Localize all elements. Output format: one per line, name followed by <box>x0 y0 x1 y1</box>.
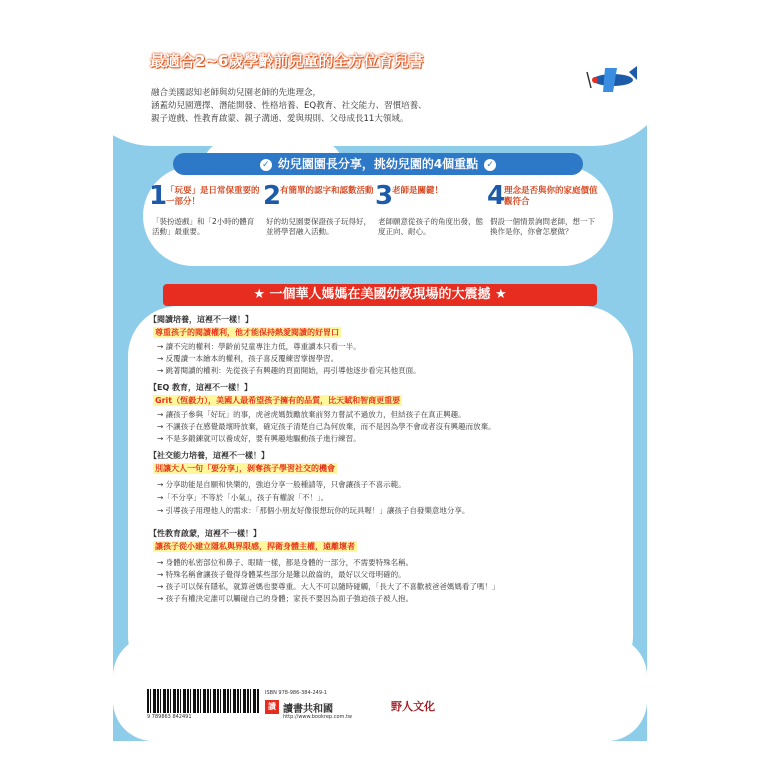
check-icon: ✓ <box>484 159 496 171</box>
point-number: 2 <box>263 181 282 211</box>
point-number: 3 <box>375 181 394 211</box>
airplane-icon <box>583 58 643 98</box>
point-desc: 「裝扮遊戲」和「2小時的體育活動」最重要。 <box>152 217 255 236</box>
intro-line: 涵蓋幼兒園選擇、潛能開發、性格培養、EQ教育、社交能力、習慣培養、 <box>151 101 427 111</box>
section-heading: 【社交能力培養，這裡不一樣！】 <box>149 451 269 460</box>
barcode-number: 9 789863 842491 <box>147 714 192 720</box>
isbn-line: ISBN 978-986-384-249-1 <box>265 690 327 696</box>
main-banner: ★ 一個華人媽媽在美國幼教現場的大震撼 ★ <box>163 284 597 306</box>
section-item: → 孩子可以保有隱私，就算爸媽也要尊重。大人不可以隨時碰觸，「長大了不喜歡被爸爸媽媽看了嗎！」 <box>157 582 500 591</box>
points-banner-label: 幼兒園園長分享，挑幼兒園的4個重點 <box>277 157 479 171</box>
point-number: 4 <box>487 181 506 211</box>
check-icon: ✓ <box>260 159 272 171</box>
point-number: 1 <box>149 181 168 211</box>
publisher-strip <box>143 686 593 722</box>
headline: 最適合2~6歲學齡前兒童的全方位育兒書 <box>150 52 424 70</box>
section-item: → 不是多鍛鍊就可以養成好，要有興趣地驅動孩子進行練習。 <box>157 434 361 443</box>
section-item: → 特殊名稱會讓孩子覺得身體某些部分是難以啟齒的，最好以父母明確的。 <box>157 570 406 579</box>
point-title: 老師是關鍵！ <box>392 186 444 196</box>
section-item: → 反覆讀一本繪本的權利，孩子喜反覆練習掌握學習。 <box>157 354 339 363</box>
section-subheading: 別讓大人一句「要分享」，剝奪孩子學習社交的機會 <box>155 464 335 473</box>
section-item: → 不讓孩子在感覺最壞時放棄，確定孩子清楚自己為何放棄，而不是因為學不會或者沒有興趣而放棄。 <box>157 422 496 431</box>
section-subheading: 讓孩子從小建立隱私與界限感，捍衛身體主權，遠離壞者 <box>155 542 355 551</box>
section-subheading: 尊重孩子的閱讀權利，他才能保持熱愛閱讀的好胃口 <box>155 328 339 337</box>
section-heading: 【EQ 教育，這裡不一樣！】 <box>149 383 253 392</box>
section-heading: 【性教育啟蒙，這裡不一樣！】 <box>149 529 261 538</box>
section-item: → 讀不完的權利：學齡前兒童專注力低，尊重讀本只看一半。 <box>157 342 361 351</box>
point-title: 有簡單的認字和認數活動 <box>280 186 374 196</box>
point-desc: 假設一個情景詢問老師，想一下換作是你，你會怎麼做？ <box>490 217 595 236</box>
barcode <box>147 689 259 713</box>
intro-text <box>151 87 511 126</box>
section-item: → 孩子有權決定誰可以觸碰自己的身體；家長不要因為面子強迫孩子被人抱。 <box>157 594 414 603</box>
point-title: 「玩耍」是日常保重要的一部分！ <box>166 186 260 207</box>
publisher-website: http://www.bookrep.com.tw <box>283 714 353 720</box>
section-subheading: Grit（恆毅力），美國人最希望孩子擁有的品質，比天賦和智商更重要 <box>155 396 401 405</box>
publisher-brand: 野人文化 <box>391 700 435 713</box>
section-item: → 分享助能是自願和快樂的，強迫分享一般種請等，只會讓孩子不喜示範。 <box>157 480 406 489</box>
section-item: →「不分享」不等於「小氣」，孩子有權說「不！」。 <box>157 493 329 502</box>
intro-line: 融合美國認知老師與幼兒園老師的先進理念， <box>151 88 322 98</box>
point-desc: 好的幼兒園要保證孩子玩得好，並將學習融入活動。 <box>266 217 371 236</box>
section-heading: 【閱讀培養，這裡不一樣！】 <box>149 315 253 324</box>
section-item: → 跳著閱讀的權利：先從孩子有興趣的頁面開始，再引導他逐步看完其他頁面。 <box>157 366 421 375</box>
points-banner <box>173 153 583 175</box>
book-back-cover <box>113 16 647 741</box>
section-item: → 身體的私密部位和鼻子、眼睛一樣，都是身體的一部分，不需要特殊名稱。 <box>157 558 414 567</box>
section-item: → 讓孩子參與「好玩」的事，虎爸虎媽鼓勵放棄前努力嘗試不過放力，但結孩子在真正興趣。 <box>157 410 466 419</box>
section-item: → 引導孩子用理他人的需求：「那個小朋友好像很想玩你的玩具喔！」讓孩子自發樂意地分享。 <box>157 506 470 515</box>
point-desc: 老師願意從孩子的角度出發，態度正向、耐心。 <box>378 217 483 236</box>
publisher-logo-icon: 讀 <box>265 700 279 714</box>
point-title: 理念是否與你的家庭價值觀符合 <box>504 186 598 207</box>
publisher-name: 讀書共和國 <box>283 704 333 715</box>
intro-line: 親子遊戲、性教育啟蒙、親子溝通、愛與規則、父母成長11大領域。 <box>151 114 409 124</box>
